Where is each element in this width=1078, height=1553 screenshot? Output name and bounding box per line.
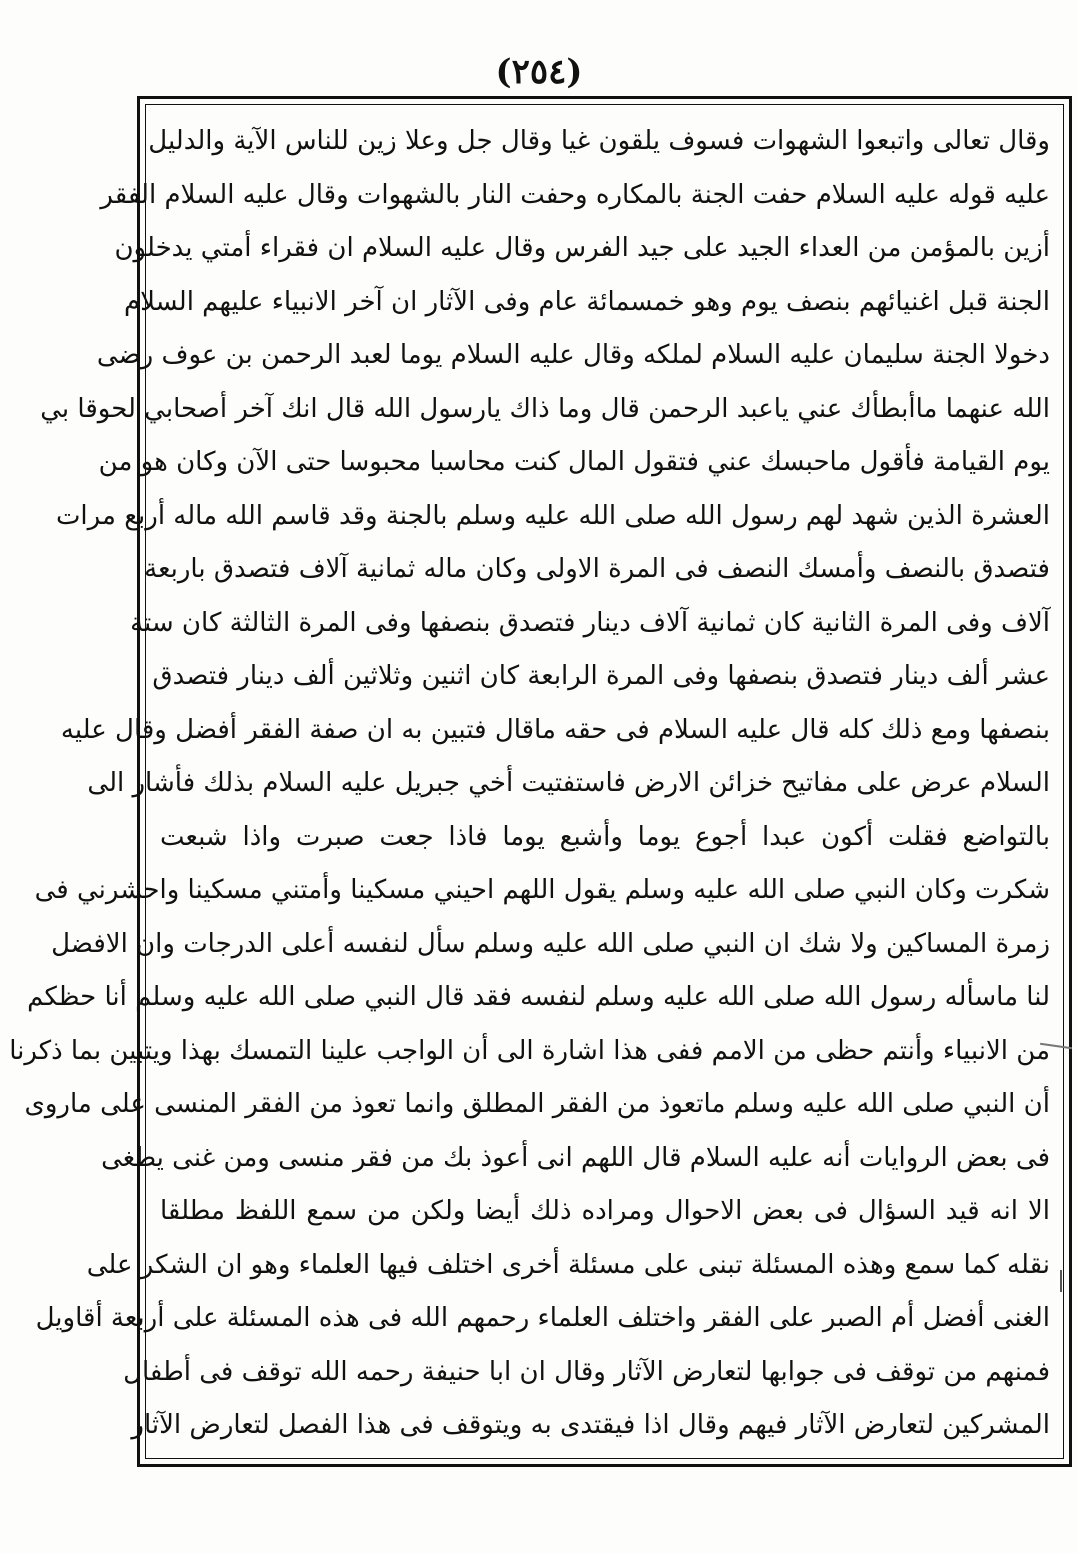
margin-tick-mark: [1060, 1270, 1062, 1292]
text-line: أزين بالمؤمن من العداء الجيد على جيد الفرس وقال عليه السلام ان فقراء أمتي يدخلون: [114, 233, 1050, 263]
text-line: بالتواضع فقلت أكون عبدا أجوع يوما وأشبع يوما فاذا جعت صبرت واذا شبعت: [160, 821, 1050, 852]
text-line: الا انه قيد السؤال فى بعض الاحوال ومراده ذلك أيضا ولكن من سمع اللفظ مطلقا: [160, 1196, 1050, 1226]
text-line: الغنى أفضل أم الصبر على الفقر واختلف العلماء رحمهم الله فى هذه المسئلة على أربعة أقاويل: [35, 1303, 1050, 1333]
text-line: يوم القيامة فأقول ماحبسك عني فتقول المال كنت محاسبا محبوسا حتى الآن وكان هو من: [98, 447, 1050, 477]
text-line: العشرة الذين شهد لهم رسول الله صلى الله عليه وسلم بالجنة وقد قاسم الله ماله أربع مرات: [55, 500, 1050, 531]
text-line: شكرت وكان النبي صلى الله عليه وسلم يقول اللهم احيني مسكينا وأمتني مسكينا واحشرني فى: [34, 875, 1050, 905]
text-line: آلاف وفى المرة الثانية كان ثمانية آلاف دينار فتصدق بنصفها وفى المرة الثالثة كان ستة: [130, 607, 1050, 638]
text-line: فتصدق بالنصف وأمسك النصف فى المرة الاولى وكان ماله ثمانية آلاف فتصدق باربعة: [144, 554, 1050, 584]
text-line: من الانبياء وأنتم حظى من الامم ففى هذا اشارة الى أن الواجب علينا التمسك بهذا ويتبين بما ذكرنا: [9, 1035, 1050, 1066]
page-number: (٢٥٤): [495, 52, 583, 92]
text-line: عشر ألف دينار فتصدق بنصفها وفى المرة الرابعة كان اثنين وثلاثين ألف دينار فتصدق: [152, 661, 1050, 691]
text-line: فمنهم من توقف فى جوابها لتعارض الآثار وقال ان ابا حنيفة رحمه الله توقف فى أطفال: [123, 1356, 1050, 1387]
text-line: عليه قوله عليه السلام حفت الجنة بالمكاره وحفت النار بالشهوات وقال عليه السلام الفقر: [100, 179, 1050, 210]
text-line: زمرة المساكين ولا شك ان النبي صلى الله عليه وسلم سأل لنفسه أعلى الدرجات وان الافضل: [51, 928, 1050, 959]
text-line: بنصفها ومع ذلك كله قال عليه السلام فى حقه ماقال فتبين به ان صفة الفقر أفضل وقال عليه: [60, 714, 1050, 745]
text-line: الجنة قبل اغنيائهم بنصف يوم وهو خمسمائة عام وفى الآثار ان آخر الانبياء عليهم السلام: [123, 286, 1050, 317]
page-text-block: [9, 118, 1050, 1448]
text-line: نقله كما سمع وهذه المسئلة تبنى على مسئلة أخرى اختلف فيها العلماء وهو ان الشكر على: [86, 1249, 1050, 1280]
text-line: دخولا الجنة سليمان عليه السلام لملكه وقال عليه السلام يوما لعبد الرحمن بن عوف رضى: [96, 340, 1050, 370]
text-line: فى بعض الروايات أنه عليه السلام قال اللهم انى أعوذ بك من فقر منسى ومن غنى يطغى: [101, 1142, 1050, 1173]
text-line: السلام عرض على مفاتيح خزائن الارض فاستفتيت أخي جبريل عليه السلام بذلك فأشار الى: [87, 768, 1050, 798]
text-line: أن النبي صلى الله عليه وسلم ماتعوذ من الفقر المطلق وانما تعوذ من الفقر المنسى على ماروى: [24, 1089, 1050, 1119]
text-line: المشركين لتعارض الآثار فيهم وقال اذا فيقتدى به ويتوقف فى هذا الفصل لتعارض الآثار: [131, 1410, 1050, 1440]
text-line: لنا ماسأله رسول الله صلى الله عليه وسلم لنفسه فقد قال النبي صلى الله عليه وسلم أنا حظكم: [27, 982, 1050, 1012]
text-line: الله عنهما ماأبطأك عني ياعبد الرحمن قال وما ذاك يارسول الله قال انك آخر أصحابي لحوقا بي: [40, 393, 1050, 424]
text-line: وقال تعالى واتبعوا الشهوات فسوف يلقون غيا وقال جل وعلا زين للناس الآية والدليل: [148, 126, 1050, 156]
